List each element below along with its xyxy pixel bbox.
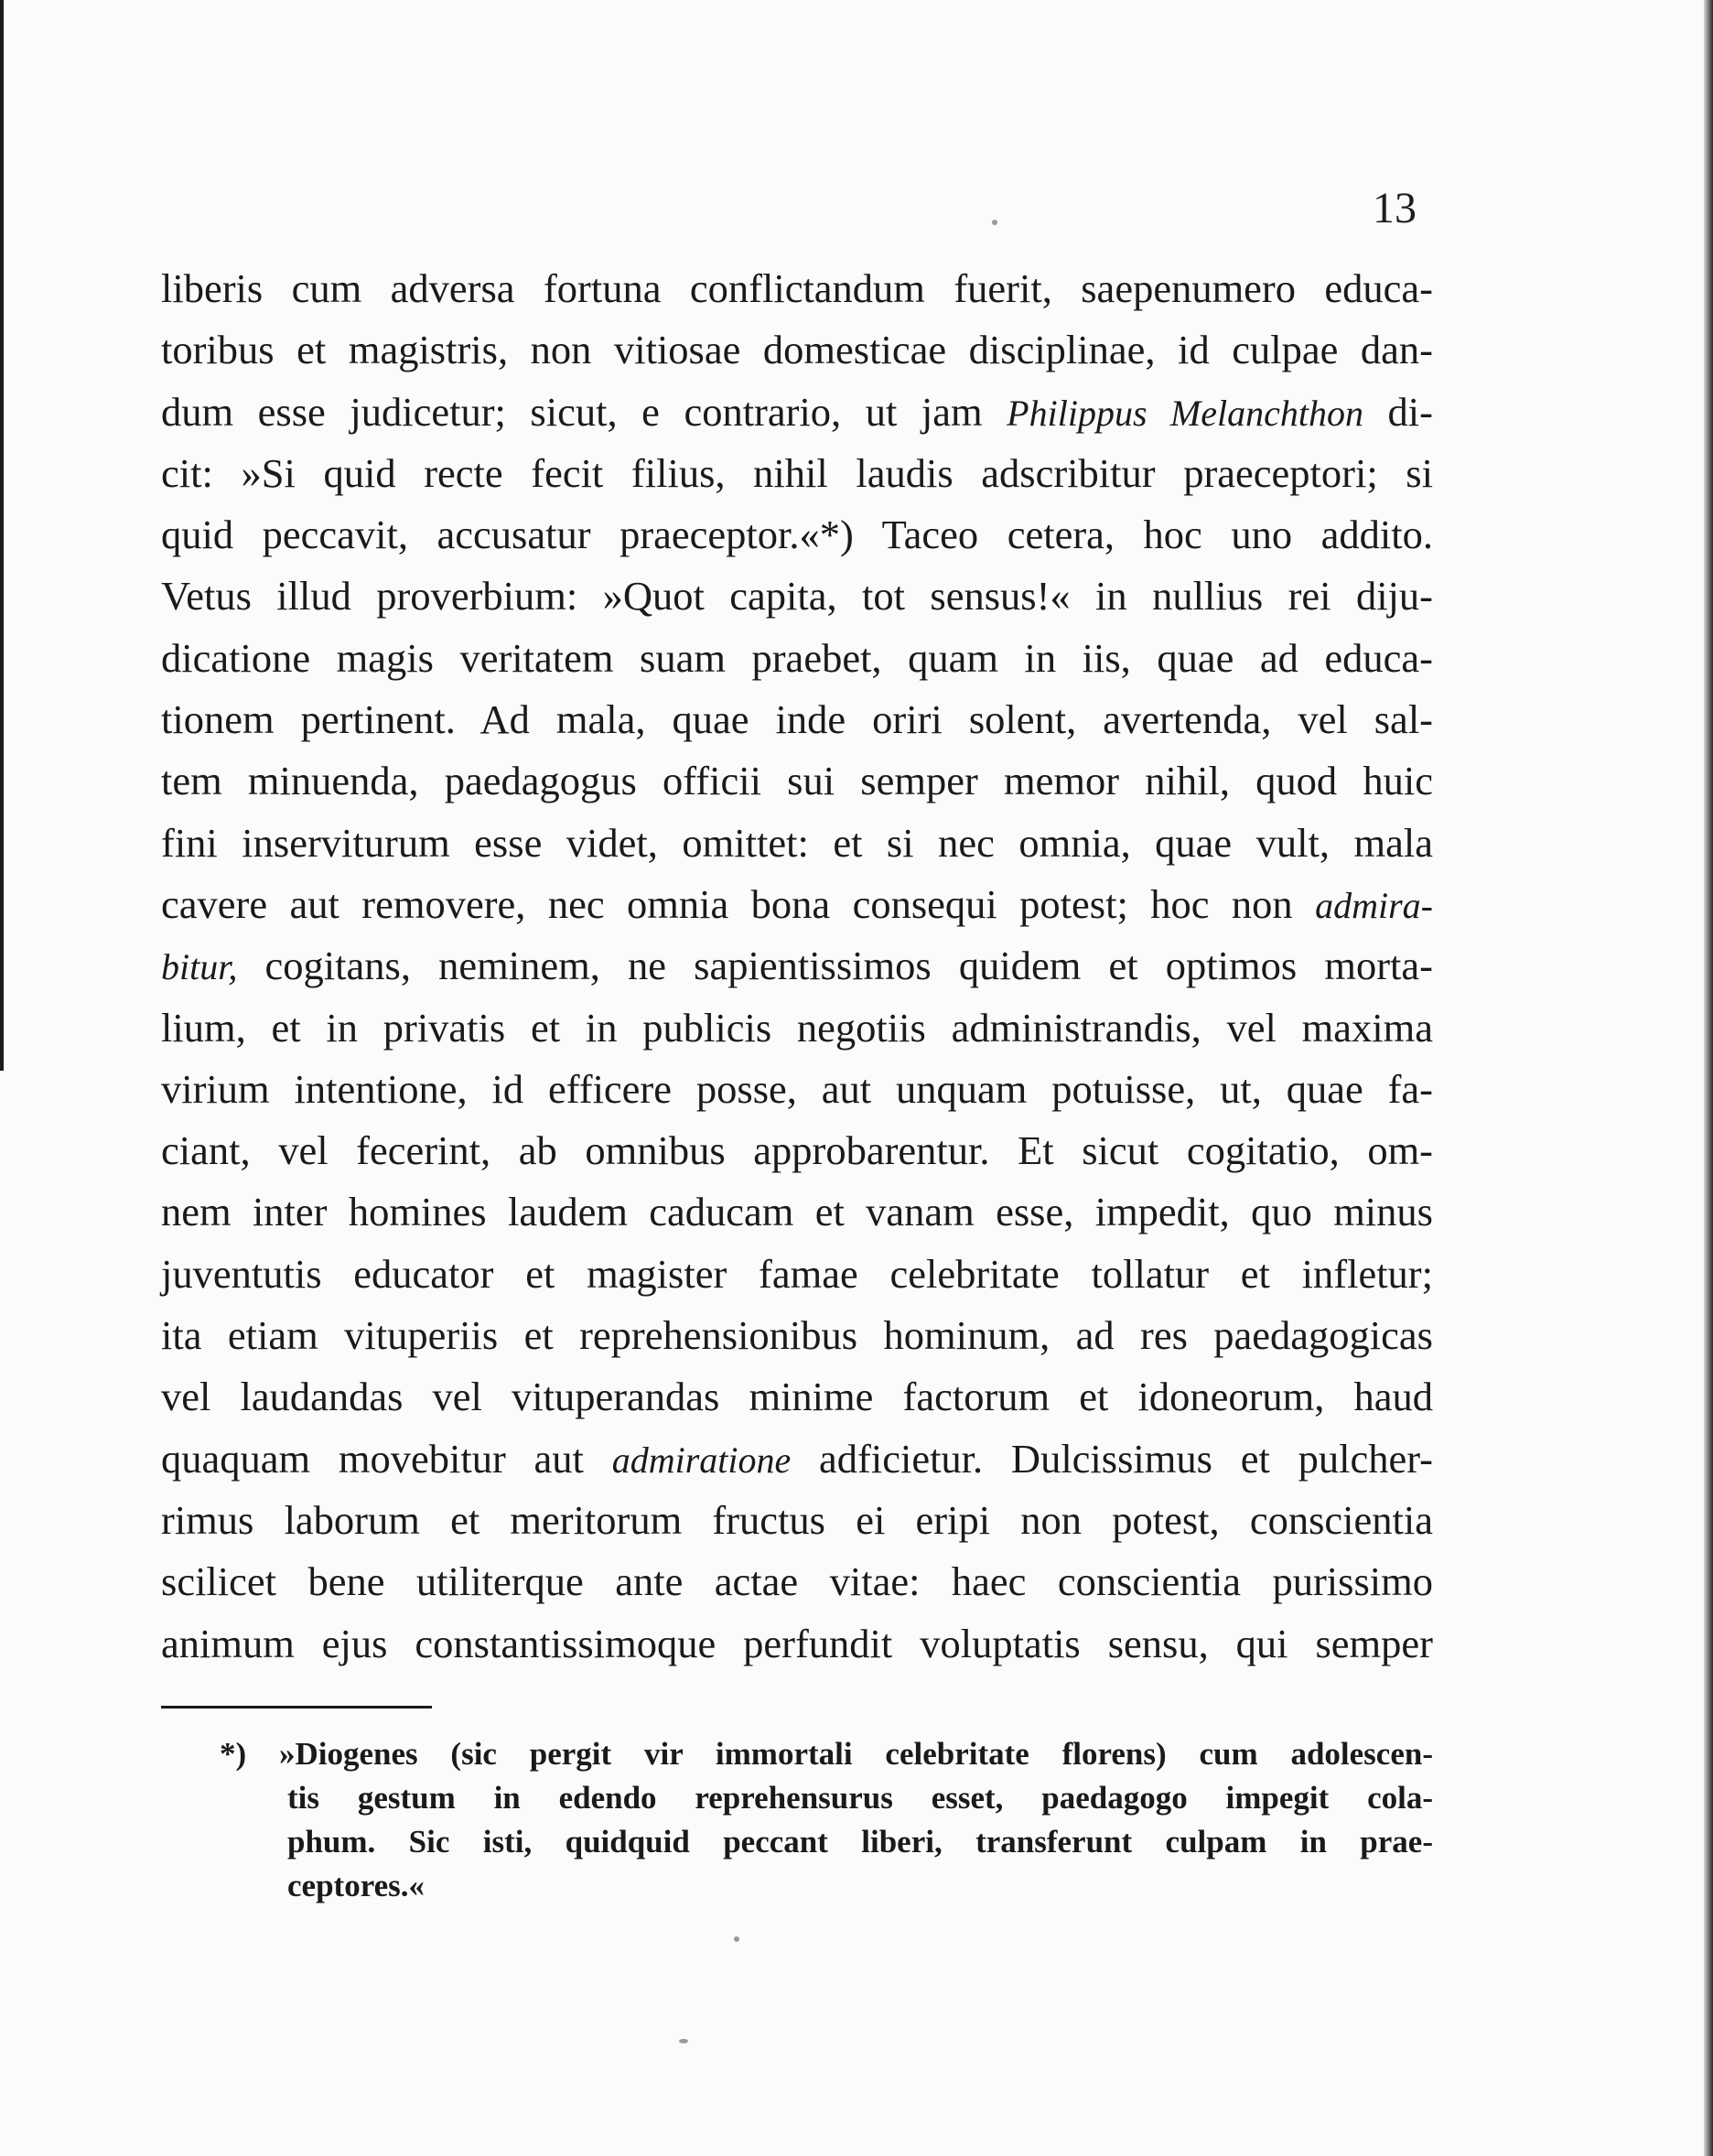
italic-phrase: bitur, xyxy=(161,946,238,988)
italic-phrase: Philippus Melanchthon xyxy=(1007,392,1363,434)
text-run: quaquam movebitur aut xyxy=(161,1435,612,1482)
scan-speck xyxy=(992,220,997,225)
text-line xyxy=(161,997,1433,1059)
text-run: vel laudandas vel vituperandas minime factorum et idoneorum, haud xyxy=(161,1374,1433,1420)
text-line xyxy=(161,258,1433,319)
text-run: Vetus illud proverbium: »Quot capita, tot sensus!« in nullius rei diju- xyxy=(161,573,1433,620)
scan-right-edge xyxy=(1704,0,1713,2156)
text-run: fini inserviturum esse videt, omittet: et si nec omnia, quae vult, mala xyxy=(161,819,1433,866)
text-run: dum esse judicetur; sicut, e contrario, ut jam xyxy=(161,388,1007,435)
text-run: tem minuenda, paedagogus officii sui semper memor nihil, quod huic xyxy=(161,758,1433,804)
text-line xyxy=(161,1181,1433,1243)
italic-phrase: admira- xyxy=(1315,884,1433,926)
text-line xyxy=(161,1551,1433,1612)
text-run: scilicet bene utiliterque ante actae vitae: haec conscientia purissimo xyxy=(161,1558,1433,1605)
italic-phrase: admiratione xyxy=(611,1439,792,1481)
text-line xyxy=(161,935,1433,997)
footnote-line: ceptores.« xyxy=(287,1868,425,1903)
footnote-line: tis gestum in edendo reprehensurus esset, paedagogo impegit cola- xyxy=(287,1780,1433,1816)
text-line xyxy=(161,874,1433,935)
body-paragraph xyxy=(161,258,1433,1675)
text-run: virium intentione, id efficere posse, aut unquam potuisse, ut, quae fa- xyxy=(161,1065,1433,1112)
text-line xyxy=(161,1244,1433,1305)
text-run: dicatione magis veritatem suam praebet, quam in iis, quae ad educa- xyxy=(161,634,1433,681)
text-line xyxy=(161,1305,1433,1366)
text-line xyxy=(161,628,1433,689)
text-line xyxy=(161,689,1433,750)
text-run: nem inter homines laudem caducam et vanam esse, impedit, quo minus xyxy=(161,1189,1433,1235)
text-line xyxy=(161,1366,1433,1428)
text-line xyxy=(161,319,1433,381)
scan-left-edge xyxy=(0,0,4,1071)
text-run: cavere aut removere, nec omnia bona consequi potest; hoc non xyxy=(161,880,1316,927)
footnote-rule xyxy=(161,1706,432,1709)
text-run: cogitans, neminem, ne sapientissimos quidem et optimos morta- xyxy=(237,943,1433,989)
text-run: ita etiam vituperiis et reprehensionibus hominum, ad res paedagogicas xyxy=(161,1312,1433,1359)
text-line xyxy=(161,813,1433,874)
text-line xyxy=(161,443,1433,504)
text-line xyxy=(161,1428,1433,1490)
footnote xyxy=(220,1732,1433,1908)
page-number: 13 xyxy=(1373,184,1417,232)
footnote-line: phum. Sic isti, quidquid peccant liberi, transferunt culpam in prae- xyxy=(287,1824,1433,1860)
text-run: juventutis educator et magister famae celebritate tollatur et infletur; xyxy=(161,1250,1433,1297)
text-line xyxy=(161,1059,1433,1120)
text-line xyxy=(161,1613,1433,1675)
text-run: lium, et in privatis et in publicis negotiis administrandis, vel maxima xyxy=(161,1004,1433,1051)
text-run: cit: »Si quid recte fecit filius, nihil laudis adscribitur praeceptori; si xyxy=(161,449,1433,496)
scan-speck xyxy=(679,2039,688,2043)
text-line xyxy=(161,504,1433,566)
text-run: quid peccavit, accusatur praeceptor.«*) Taceo cetera, hoc uno addito. xyxy=(161,512,1433,558)
text-run: di- xyxy=(1363,388,1433,435)
footnote-line: *) »Diogenes (sic pergit vir immortali celebritate florens) cum adolescen- xyxy=(220,1736,1433,1772)
text-run: toribus et magistris, non vitiosae domesticae disciplinae, id culpae dan- xyxy=(161,327,1433,373)
text-run: tionem pertinent. Ad mala, quae inde oriri solent, avertenda, vel sal- xyxy=(161,696,1433,743)
text-line xyxy=(161,1120,1433,1181)
text-line xyxy=(161,1490,1433,1551)
text-run: rimus laborum et meritorum fructus ei eripi non potest, conscientia xyxy=(161,1496,1433,1543)
scan-speck xyxy=(734,1936,739,1942)
text-run: ciant, vel fecerint, ab omnibus approbarentur. Et sicut cogitatio, om- xyxy=(161,1127,1433,1174)
text-line xyxy=(161,382,1433,443)
text-line xyxy=(161,750,1433,812)
text-run: animum ejus constantissimoque perfundit voluptatis sensu, qui semper xyxy=(161,1620,1433,1666)
text-run: liberis cum adversa fortuna conflictandum fuerit, saepenumero educa- xyxy=(161,265,1433,311)
text-run: adficietur. Dulcissimus et pulcher- xyxy=(791,1435,1433,1482)
text-line xyxy=(161,566,1433,627)
